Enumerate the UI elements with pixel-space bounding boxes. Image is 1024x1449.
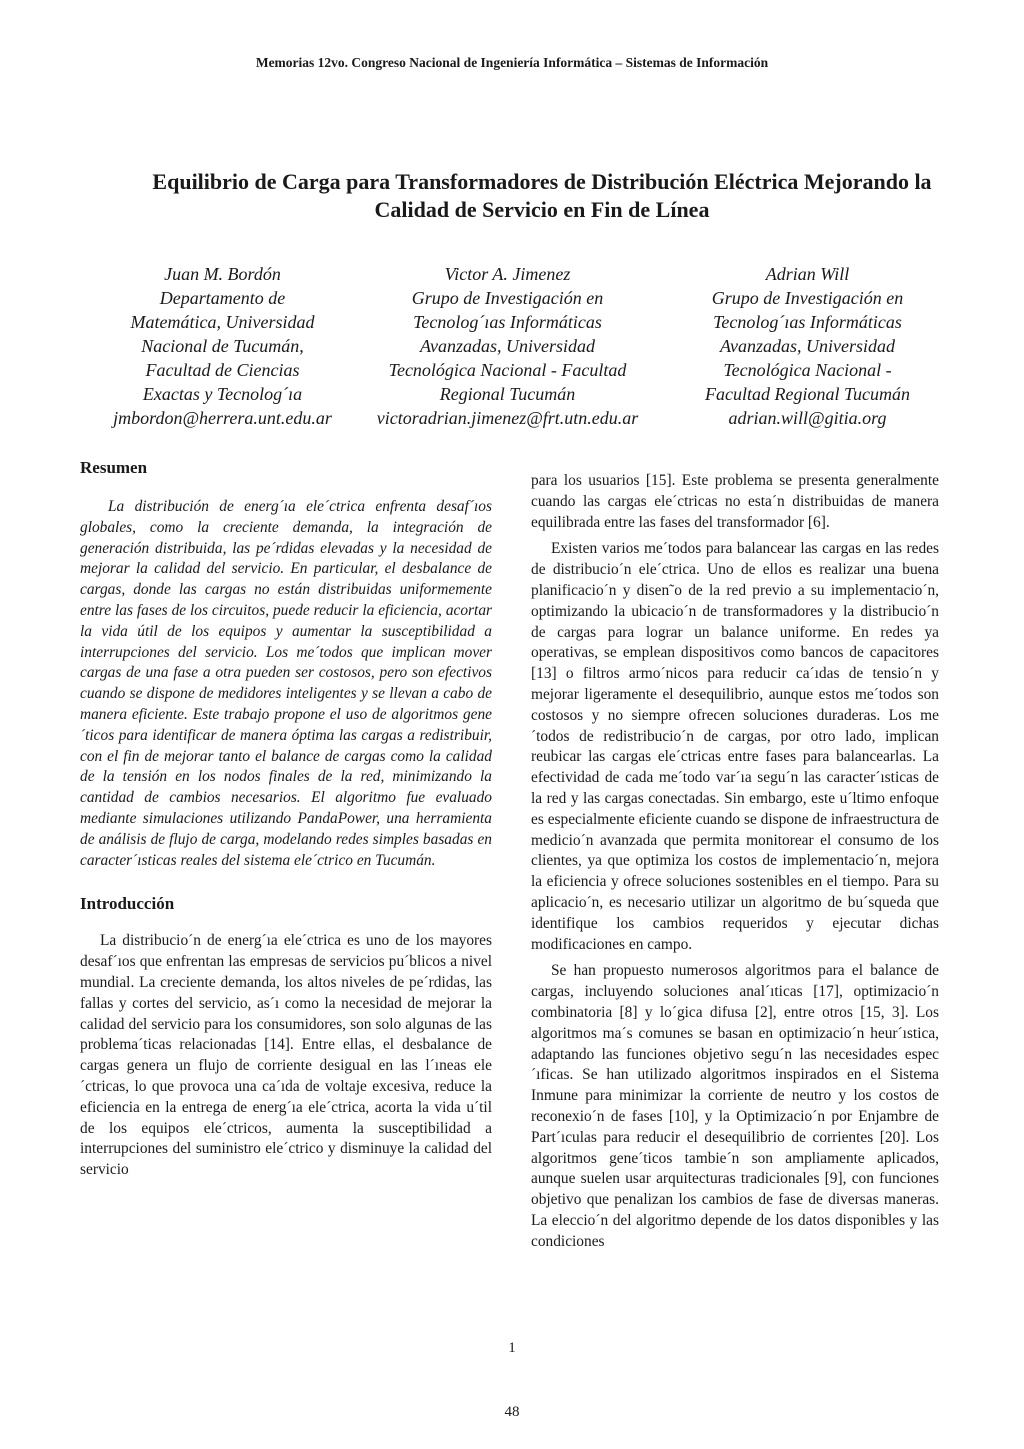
abstract-text: La distribución de energ´ıa ele´ctrica enfrenta desaf´ıos globales, como la creciente demanda, la integración de generación distribuida, las pe´rdidas elevadas y la necesidad de mejorar la calidad del servicio. En particular, el desbalance de cargas, donde las cargas no están distribuidas uniformemente entre las fases de los circuitos, puede reducir la eficiencia, acortar la vida útil de los equipos y aumentar la susceptibilidad a interrupciones del servicio. Los me´todos que implican mover cargas de una fase a otra pueden ser costosos, pero son efectivos cuando se dispone de medidores inteligentes y se llevan a cabo de manera eficiente. Este trabajo propone el uso de algoritmos gene´ticos para identificar de manera óptima las cargas a redistribuir, con el fin de mejorar tanto el balance de cargas como la calidad de la tensión en los nodos finales de la red, minimizando la cantidad de cambios necesarios. El algoritmo fue evaluado mediante simulaciones utilizando PandaPower, una herramienta de análisis de flujo de carga, modelando redes simples basadas en caracter´ısticas reales del sistema ele´ctrico en Tucumán. (80, 498, 492, 869)
proceedings-page-number: 48 (504, 1404, 520, 1420)
author-email[interactable]: adrian.will@gitia.org (728, 408, 887, 428)
author-name: Juan M. Bordón (164, 264, 281, 284)
running-header: Memorias 12vo. Congreso Nacional de Ingeniería Informática – Sistemas de Información (255, 55, 769, 70)
author-affiliation: Departamento de (159, 288, 286, 308)
page-number: 1 (508, 1340, 516, 1356)
intro-heading: Introducción (80, 894, 175, 914)
author-email[interactable]: victoradrian.jimenez@frt.utn.edu.ar (376, 408, 639, 428)
author-affiliation: Tecnológica Nacional - Facultad (388, 360, 627, 380)
author-affiliation: Tecnolog´ıas Informáticas (413, 312, 602, 332)
author-affiliation: Tecnológica Nacional - (723, 360, 892, 380)
intro-paragraph-1-continued: para los usuarios [15]. Este problema se presenta generalmente cuando las cargas ele´ctricas no esta´n distribuidas de manera equilibrada entre las fases del transformador [6]. (531, 472, 939, 531)
author-email[interactable]: jmbordon@herrera.unt.edu.ar (113, 408, 332, 428)
author-3 (655, 262, 960, 430)
author-name: Adrian Will (765, 264, 850, 284)
author-2 (360, 262, 655, 430)
author-affiliation: Nacional de Tucumán, (141, 336, 304, 356)
author-affiliation: Facultad Regional Tucumán (705, 384, 910, 404)
author-affiliation: Facultad de Ciencias (145, 360, 300, 380)
author-affiliation: Exactas y Tecnolog´ıa (142, 384, 303, 404)
paper-title (90, 168, 994, 224)
right-column (531, 471, 939, 1252)
title-line-1: Equilibrio de Carga para Transformadores de Distribución Eléctrica Mejorando la (152, 169, 932, 194)
author-affiliation: Grupo de Investigación en (711, 288, 904, 308)
abstract-heading: Resumen (80, 458, 148, 477)
intro-paragraph-3: Se han propuesto numerosos algoritmos para el balance de cargas, incluyendo soluciones anal´ıticas [17], optimizacio´n combinatoria [8] y lo´gica difusa [2], entre otros [15, 3]. Los algoritmos ma´s comunes se basan en optimizacio´n heur´ıstica, adaptando las funciones objetivo segu´n las necesidades espec´ıficas. Se han utilizado algoritmos inspirados en el Sistema Inmune para minimizar la corriente de neutro y los costos de reconexio´n de fases [10], y la Optimizacio´n por Enjambre de Part´ıculas para reducir el desequilibrio de corrientes [20]. Los algoritmos gene´ticos tambie´n son ampliamente aplicados, aunque suelen usar arquitecturas tradicionales [9], con funciones objetivo que penalizan los cambios de fase de diversas maneras. La eleccio´n del algoritmo depende de los datos disponibles y las condiciones (531, 962, 939, 1250)
title-line-2: Calidad de Servicio en Fin de Línea (374, 197, 710, 222)
left-column (80, 455, 492, 1181)
intro-paragraph-2: Existen varios me´todos para balancear las cargas en las redes de distribucio´n ele´ctrica. Uno de ellos es realizar una buena planificacio´n y disen˜o de la red previo a su implementacio´n, optimizando la ubicacio´n de transformadores y la distribucio´n de cargas para lograr un balance uniforme. En redes ya operativas, se emplean dispositivos como bancos de capacitores [13] o filtros armo´nicos para reducir ca´ıdas de tensio´n y mejorar ligeramente el desequilibrio, aunque estos me´todos son costosos y no siempre ofrecen soluciones duraderas. Los me´todos de redistribucio´n de cargas, por otro lado, implican reubicar las cargas ele´ctricas entre fases para balancearlas. La efectividad de cada me´todo var´ıa segu´n las caracter´ısticas de la red y las cargas conectadas. Sin embargo, este u´ltimo enfoque es especialmente eficiente cuando se dispone de infraestructura de medicio´n avanzada que permita monitorear el consumo de los clientes, ya que optimiza los costos de implementacio´n, mejora la eficiencia y ofrece soluciones sostenibles en el tiempo. Para su aplicacio´n, es necesario utilizar un algoritmo de bu´squeda que identifique los cambios requeridos y ejecutar dichas modificaciones en campo. (531, 540, 939, 953)
author-affiliation: Matemática, Universidad (130, 312, 315, 332)
author-name: Victor A. Jimenez (444, 264, 571, 284)
author-affiliation: Tecnolog´ıas Informáticas (713, 312, 902, 332)
author-affiliation: Regional Tucumán (439, 384, 576, 404)
author-affiliation: Avanzadas, Universidad (720, 336, 895, 356)
author-1 (70, 262, 375, 430)
intro-paragraph-1: La distribucio´n de energ´ıa ele´ctrica es uno de los mayores desaf´ıos que enfrentan las empresas de servicios pu´blicos a nivel mundial. La creciente demanda, los altos niveles de pe´rdidas, las fallas y cortes del servicio, as´ı como la necesidad de mejorar la calidad del servicio para los consumidores, son solo algunas de las problema´ticas relacionadas [14]. Entre ellas, el desbalance de cargas genera un flujo de corriente desigual en las l´ıneas ele´ctricas, lo que provoca una ca´ıda de voltaje excesiva, reduce la eficiencia en la entrega de energ´ıa ele´ctrica, acorta la vida u´til de los equipos ele´ctricos, aumenta la susceptibilidad a interrupciones del suministro ele´ctrico y disminuye la calidad del servicio (80, 932, 492, 1179)
author-affiliation: Grupo de Investigación en (411, 288, 604, 308)
author-affiliation: Avanzadas, Universidad (420, 336, 595, 356)
